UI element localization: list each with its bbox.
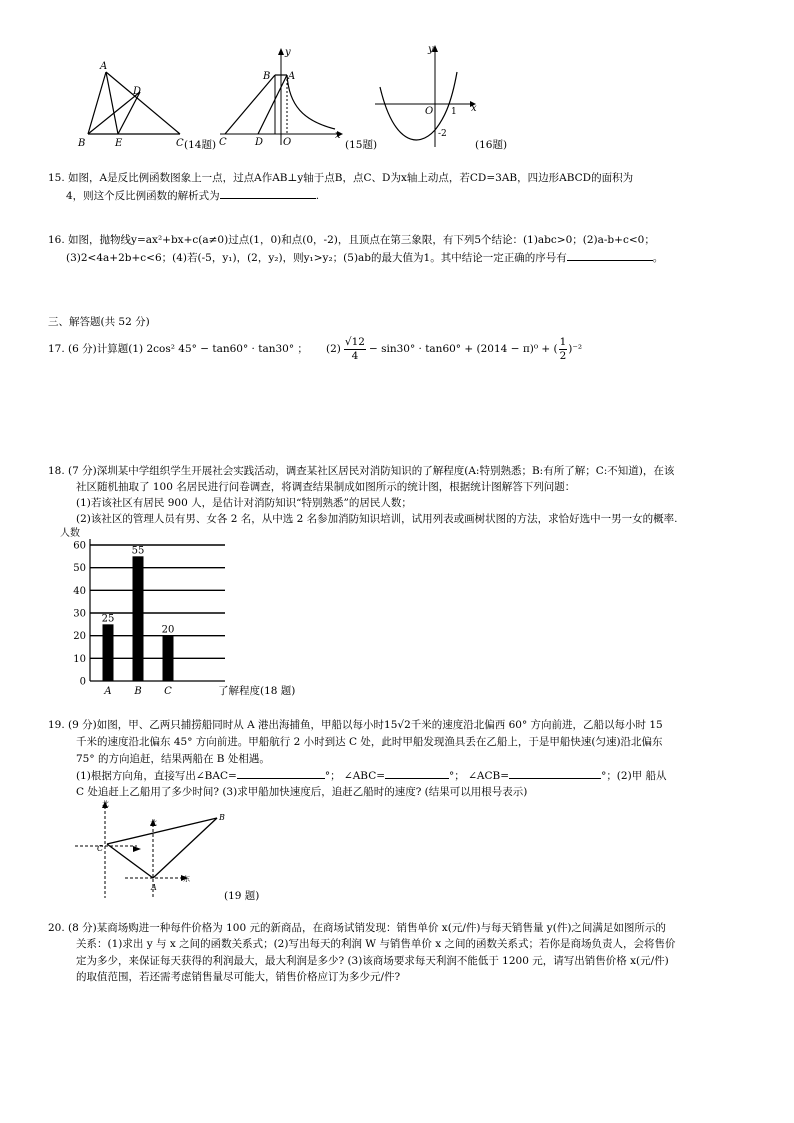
chart-caption: 了解程度(18 题): [218, 685, 296, 697]
y-tick-label: 40: [73, 585, 86, 597]
axis-x: x: [335, 130, 341, 141]
point-A: A: [288, 71, 296, 82]
point-A: A: [100, 61, 108, 72]
y-tick-label: 50: [73, 563, 86, 575]
point-D: D: [133, 86, 142, 97]
bar-A: [103, 624, 114, 681]
tick-1: 1: [451, 107, 457, 117]
fig19-caption: (19 题): [224, 890, 260, 902]
point-E: E: [115, 138, 123, 149]
axis-y: y: [428, 44, 434, 55]
q19-line4: (1)根据方向角，直接写出∠BAC= °； ∠ABC= °； ∠ACB= °；(2)甲 船从: [76, 767, 667, 785]
q17-part1: 17. (6 分)计算题(1) 2cos² 45° − tan60° · tan30° ；: [48, 343, 308, 355]
bar-B: [133, 556, 144, 681]
point-D: D: [255, 137, 264, 148]
east-label: 东: [183, 875, 190, 883]
chart-ylabel: 人数: [60, 528, 80, 539]
q18-line4: (2)该社区的管理人员有男、女各 2 名，从中选 2 名参加消防知识培训，试用列表或画树状图的方法，求恰好选中一男一女的概率.: [76, 513, 678, 525]
q15-line2: 4，则这个反比例函数的解析式为 .: [66, 187, 319, 205]
axis-x: x: [471, 103, 477, 114]
q17-part2: (2) √12 4 − sin30° · tan60° + (2014 − π)⁰ + ( 1 2 )⁻²: [326, 335, 583, 362]
point-B: B: [263, 71, 271, 82]
north-label-1: 北: [102, 800, 109, 808]
fig15-caption: (15题): [345, 139, 378, 151]
origin-O: O: [425, 106, 434, 117]
point-C: C: [97, 844, 104, 853]
q15-line1: 15. 如图，A是反比例函数图象上一点，过点A作AB⊥y轴于点B，点C、D为x轴上动点，若CD=3AB，四边形ABCD的面积为: [48, 172, 634, 184]
x-tick-label-A: A: [104, 686, 112, 697]
figure-16: [375, 42, 485, 152]
angle-bac-blank[interactable]: [237, 767, 325, 779]
chart-xlabel: 了解程度: [218, 685, 260, 697]
q16-line1: 16. 如图，抛物线y=ax²+bx+c(a≠0)过点(1，0)和点(0，-2)，且顶点在第三象限，有下列5个结论：(1)abc>0；(2)a-b+c<0；: [48, 234, 655, 246]
tick-minus-2: -2: [438, 129, 447, 139]
point-O: O: [283, 137, 292, 148]
bar-C: [163, 636, 174, 681]
bar-chart: [60, 524, 320, 699]
q20-line1: 20. (8 分)某商场购进一种每件价格为 100 元的新商品，在商场试销发现：销售单价 x(元/件)与每天销售量 y(件)之间满足如图所示的: [48, 922, 666, 934]
q19-line1: 19. (9 分)如图，甲、乙两只捕捞船同时从 A 港出海捕鱼，甲船以每小时15√2千米的速度沿北偏西 60° 方向前进，乙船以每小时 15: [48, 719, 663, 731]
q18-line2: 社区随机抽取了 100 名居民进行问卷调查，将调查结果制成如图所示的统计图，根据统计图解答下列问题：: [76, 481, 576, 493]
x-tick-label-B: B: [134, 686, 142, 697]
q18-line1: 18. (7 分)深圳某中学组织学生开展社会实践活动，调查某社区居民对消防知识的了解程度(A:特别熟悉；B:有所了解；C:不知道)，在该: [48, 465, 675, 477]
y-tick-label: 60: [73, 540, 86, 552]
q20-line3: 定为多少，来保证每天获得的利润最大，最大利润是多少? (3)该商场要求每天利润不能低于 1200 元，请写出销售价格 x(元/件): [76, 955, 669, 967]
q20-line4: 的取值范围，若还需考虑销售量尽可能大，销售价格应订为多少元/件?: [76, 971, 401, 983]
data-label-A: 25: [101, 613, 115, 625]
q19-line5: C 处追赶上乙船用了多少时间? (3)求甲船加快速度后，追赶乙船时的速度? (结果可以用根号表示): [76, 786, 528, 798]
section-heading: 三、解答题(共 52 分): [48, 316, 150, 328]
fig16-caption: (16题): [475, 139, 508, 151]
figure-19: [75, 798, 235, 903]
point-B: B: [219, 813, 225, 822]
fig14-caption: (14题): [184, 139, 217, 151]
y-tick-label: 0: [79, 676, 86, 688]
north-label-2: 北: [150, 819, 157, 827]
y-tick-label: 20: [73, 631, 86, 643]
q15-answer-blank[interactable]: [220, 187, 316, 199]
point-B: B: [78, 138, 86, 149]
data-label-C: 20: [161, 624, 175, 636]
q16-answer-blank[interactable]: [567, 249, 653, 261]
data-label-B: 55: [131, 545, 145, 557]
angle-acb-blank[interactable]: [509, 767, 601, 779]
angle-abc-blank[interactable]: [385, 767, 449, 779]
q19-line2: 千米的速度沿北偏东 45° 方向前进。甲船航行 2 小时到达 C 处，此时甲船发现渔具丢在乙船上，于是甲船快速(匀速)沿北偏东: [76, 736, 663, 748]
q18-line3: (1)若该社区有居民 900 人，是估计对消防知识“特别熟悉”的居民人数；: [76, 497, 412, 509]
point-C: C: [219, 137, 227, 148]
x-tick-label-C: C: [164, 686, 172, 697]
figure-15: [215, 45, 355, 150]
axis-y: y: [285, 47, 291, 58]
y-tick-label: 30: [73, 608, 86, 620]
point-C: C: [176, 138, 184, 149]
q16-line2: (3)2<4a+2b+c<6；(4)若(-5，y₁)，(2，y₂)，则y₁>y₂；(5)ab的最大值为1。其中结论一定正确的序号有 。: [66, 249, 663, 267]
y-tick-label: 10: [73, 653, 86, 665]
q20-line2: 关系：(1)求出 y 与 x 之间的函数关系式；(2)写出每天的利润 W 与销售单价 x 之间的函数关系式；若你是商场负责人，会将售价: [76, 938, 676, 950]
point-A: A: [151, 883, 157, 892]
q19-line3: 75° 的方向追赶，结果两船在 B 处相遇。: [76, 753, 270, 765]
